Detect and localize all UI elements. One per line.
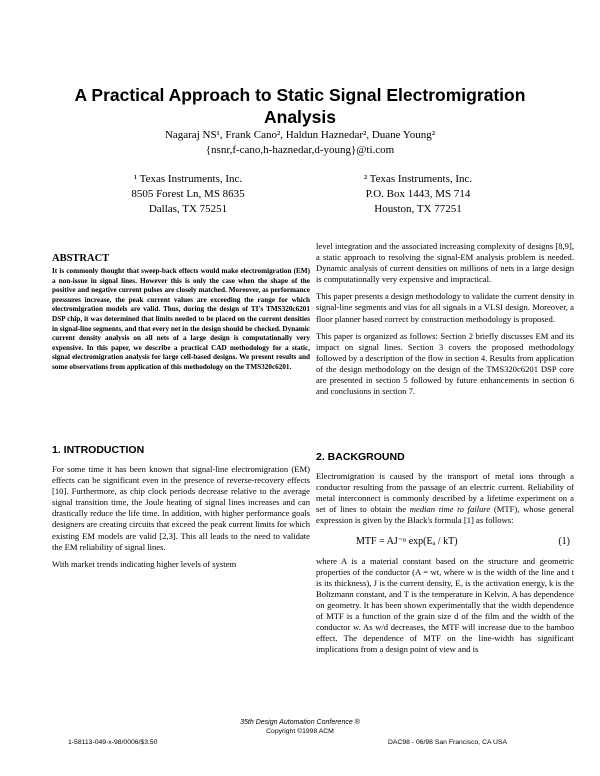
isbn-code: 1-58113-049-x-98/0006/$3.50 (68, 739, 158, 746)
copyright-notice: Copyright ©1998 ACM (266, 728, 334, 735)
affiliation-1 (88, 172, 288, 217)
right-paragraph-1: level integration and the associated increasing complexity of designs [8,9], a static approach to resolving the signal-EM analysis problem is needed. Dynamic analysis of current densities on millions of nets in a large design is computationally very expensive and impractical. (316, 241, 574, 285)
background-p1-start: Electromigration is caused by the transport of metal ions through a conductor resulting from the passage of an electric current. Reliability of metal interconnect is commonly described by a lifetime experiment on a set of lines to obtain the (316, 471, 574, 515)
background-heading: 2. BACKGROUND (316, 451, 405, 463)
paper-title: A Practical Approach to Static Signal Electromigration Analysis (74, 85, 526, 127)
left-column (52, 253, 310, 373)
affiliation-2-org: ² Texas Instruments, Inc. (363, 173, 473, 185)
background-paragraph-1 (316, 471, 574, 526)
abstract-text: It is commonly thought that sweep-back effects would make electromigration (EM) a non-issue in signal lines. However this is only the case when the shape of the positive and negative current pulses are closely matched. Moreover, as performance pressures increase, the peak current values are exceeding the range for which electromigration models are valid. Thus, during the design of TI's TMS320c6201 DSP chip, it was determined that limits needed to be placed on the current densities in signal-line segments, and that every net in the design should be checked. Dynamic current density analysis on all nets of a large design is computationally very expensive. In this paper, we describe a practical CAD methodology for a static, signal electromigration analysis for large cell-based designs. We present results and some observations from application of this methodology on the TMS320c6201. (52, 267, 310, 372)
introduction-paragraph-2: With market trends indicating higher levels of system (52, 558, 237, 569)
introduction-heading: 1. INTRODUCTION (52, 444, 145, 456)
introduction-section (52, 444, 310, 576)
author-emails: {nsnr,f-cano,h-haznedar,d-young}@ti.com (205, 144, 395, 156)
mtf-equation: MTF = AJ⁻ⁿ exp(Eₐ / kT) (356, 536, 458, 548)
affiliation-1-city: Dallas, TX 75251 (148, 203, 228, 215)
equation-number: (1) (558, 536, 570, 548)
affiliation-2 (318, 172, 518, 217)
background-section (316, 451, 574, 661)
author-list: Nagaraj NS¹, Frank Cano², Haldun Haznedar², Duane Young² (164, 129, 436, 141)
right-paragraph-3: This paper is organized as follows: Section 2 briefly discusses EM and its impact on signal lines. Section 3 covers the proposed methodology followed by a description of the flow in section 4. Results from application of the design methodology on the design of the TMS320c6201 DSP core are presented in section 5 followed by future enhancements in section 6 and conclusions in section 7. (316, 330, 574, 397)
introduction-paragraph-1: For some time it has been known that signal-line electromigration (EM) effects can be significant even in the presence of reverse-recovery effects [10]. Furthermore, as chip clock periods decrease relative to the average signal transition time, the Joule heating of signal lines increases and can drastically reduce the life time. In addition, with higher performance goals designers are creating circuits that exceed the peak current limits for which existing EM models are valid [2,3]. This all leads to the need to validate the EM reliability of signal lines. (52, 464, 310, 552)
right-paragraph-2: This paper presents a design methodology to validate the current density in signal-line segments and vias for all signals in a VLSI design. Moreover, a floor planner based correct by construction methodology is proposed. (316, 291, 574, 324)
background-paragraph-2: where A is a material constant based on the structure and geometric properties of the conductor (A = wt, where w is the width of the line and t is its thickness), J is the current density, Eₐ is the activation energy, k is the Boltzmann constant, and T is the temperature in Kelvin. A has dependence on geometry. It has been shown experimentally that the width dependence of MTF is a function of the grain size d of the film and the width of the conductor w. As w/d decreases, the MTF will increase due to the bamboo effect. The dependence of MTF on the line-width has significant implications from a design point of view and is (316, 555, 574, 655)
abstract-heading: ABSTRACT (52, 253, 110, 264)
affiliation-2-address: P.O. Box 1443, MS 714 (365, 188, 471, 200)
equation-1 (316, 532, 574, 555)
median-time-to-failure-term: median time to failure (409, 504, 491, 515)
background-p1-end: (MTF), whose general expression is given by the Black's formula [1] as follows: (316, 504, 574, 526)
right-column (316, 241, 574, 403)
affiliation-1-org: ¹ Texas Instruments, Inc. (133, 173, 243, 185)
affiliation-1-address: 8505 Forest Ln, MS 8635 (131, 188, 245, 200)
conference-location: DAC98 - 06/98 San Francisco, CA USA (388, 739, 507, 746)
affiliation-2-city: Houston, TX 77251 (374, 203, 462, 215)
conference-name: 35th Design Automation Conference ® (240, 719, 360, 726)
